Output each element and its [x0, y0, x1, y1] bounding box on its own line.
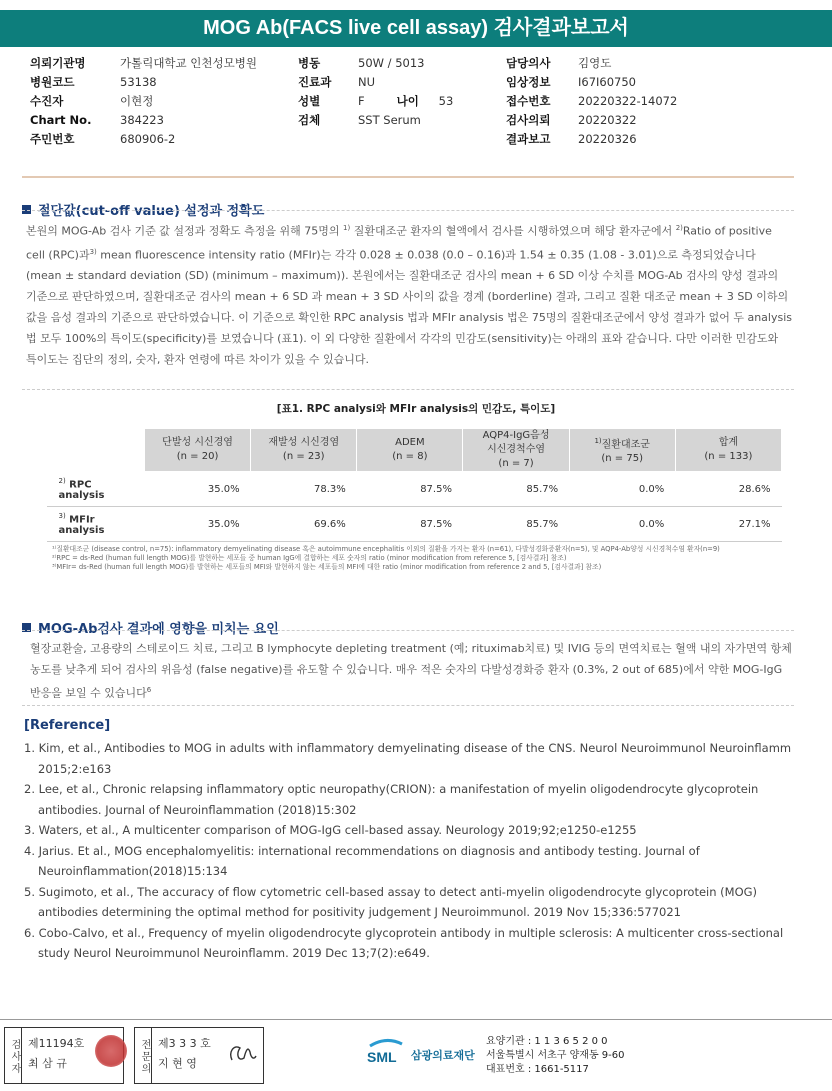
cutoff-paragraph	[22, 211, 794, 370]
header-line: 단발성 시신경염	[162, 437, 233, 448]
specialist-info	[152, 1028, 217, 1083]
section-box-cutoff	[22, 210, 794, 390]
table-cell: 27.1%	[675, 507, 781, 542]
reference-item: 3. Waters, et al., A multicenter comparison of MOG-IgG cell-based assay. Neurology 2019;92;e1250-e1255	[24, 823, 637, 837]
footnote-ref: 2)	[58, 476, 66, 485]
table-header-row	[47, 429, 782, 472]
reference-title: [Reference]	[24, 718, 111, 733]
field-value: 384223	[120, 113, 164, 127]
section-box-factors	[22, 630, 794, 706]
inspector-number: 제11194호	[28, 1037, 85, 1050]
field-value: 김영도	[578, 56, 612, 70]
para-text: mean fluorescence intensity ratio (MFIr)는 각각 0.028 ± 0.038 (0.0 – 0.16)과 1.54 ± 0.35 (1.08 - 3.01)으로 측정되었습니다 (mean ± standard deviation (SD) (minimum – maximum)). 본원에서는 질환대조군 검사의 mean + 6 SD 이상 수치를 MOG-Ab 검사의 양성 결과의 기준으로 판단하였으며, 질환대조군 검사의 mean + 6 SD 과 mean + 3 SD 사이의 값을 경계 (borderline) 결과, 그리고 질환 대조군 mean + 3 SD 이하의 값을 음성 결과의 기준으로 판단하였습니다. 이 기준으로 확인한 RPC analysis 법과 MFIr analysis 법은 75명의 질환대조군에서 양성 결과가 없어 두 analysis법 모두 100%의 특이도(specificity)를 보였습니다 (표1). 이 외 다양한 질환에서 각각의 민감도(sensitivity)는 아래의 표와 같습니다. 다만 이러한 민감도와 특이도는 집단의 정의, 숫자, 환자 연령에 따른 차이가 있을 수 있습니다.	[26, 248, 792, 367]
inspector-info	[22, 1028, 90, 1083]
reference-item: 4. Jarius. Et al., MOG encephalomyelitis: international recommendations on diagnosis and antibody testing. Journal of Neuroinflammation(2018)15:134	[24, 843, 700, 878]
para-text: Ratio of positive cell (RPC)과	[26, 224, 772, 262]
column-header	[463, 429, 569, 472]
footnote-ref: 2)	[675, 224, 683, 232]
field-label: 임상정보	[506, 75, 551, 89]
table-cell: 69.6%	[251, 507, 357, 542]
lab-phone: 대표번호 : 1661-5117	[486, 1064, 589, 1075]
specialist-label: 전문의	[135, 1028, 152, 1083]
header-line: (n = 7)	[498, 458, 534, 469]
header-column-3	[506, 54, 677, 149]
table-cell: 28.6%	[675, 472, 781, 507]
header-line: (n = 75)	[601, 453, 643, 465]
section-title-text: 절단값(cut-off value) 설정과 정확도	[38, 204, 265, 219]
reference-item: 1. Kim, et al., Antibodies to MOG in adults with inflammatory demyelinating disease of the CNS. Neurol Neuroimmunol Neuroinflamm 2015;2:e163	[24, 741, 792, 776]
header-line: AQP4-IgG음성	[482, 430, 550, 441]
header-line: 재발성 시신경염	[268, 437, 340, 448]
table-cell: 87.5%	[357, 507, 463, 542]
row-label	[47, 507, 145, 542]
field-value: 53138	[120, 75, 157, 89]
field-label: 담당의사	[506, 56, 551, 70]
row-label-text: MFIr analysis	[58, 514, 105, 537]
field-value: SST Serum	[358, 113, 421, 127]
table-cell: 87.5%	[357, 472, 463, 507]
field-value: 이현정	[120, 94, 154, 108]
sensitivity-table	[46, 428, 782, 542]
field-label: 검체	[298, 113, 321, 127]
field-value: NU	[358, 75, 376, 89]
sml-logo-text: SML	[367, 1049, 397, 1065]
field-label: 병원코드	[30, 75, 75, 89]
reference-item: study Neurol Neuroimmunol Neuroinflamm. 2019 Dec 13;7(2):e649.	[38, 946, 430, 960]
footnote-ref: 1)	[343, 224, 351, 232]
footnote-ref: 3)	[89, 247, 97, 256]
table-cell: 35.0%	[145, 472, 251, 507]
field-value: 680906-2	[120, 132, 176, 146]
table-row	[47, 472, 782, 507]
specialist-name: 지 현 영	[158, 1057, 197, 1070]
column-header	[569, 429, 675, 472]
field-label: 병동	[298, 56, 321, 70]
field-label: 성별	[298, 94, 321, 108]
field-label: 결과보고	[506, 132, 551, 146]
field-value: I67I60750	[578, 75, 636, 89]
field-value: 20220322-14072	[578, 94, 678, 108]
reference-list	[24, 738, 814, 964]
age-value: 53	[438, 94, 454, 108]
inspector-label: 검사자	[5, 1028, 22, 1083]
column-header	[251, 429, 357, 472]
field-value: 가톨릭대학교 인천성모병원	[120, 56, 257, 70]
reference-item: 6. Cobo-Calvo, et al., Frequency of myelin oligodendrocyte glycoprotein antibody in multiple sclerosis: A multicenter cross-sectional	[24, 925, 784, 940]
factors-paragraph	[22, 631, 794, 704]
field-label: Chart No.	[30, 113, 92, 127]
header-column-1	[30, 54, 257, 149]
footnote: ³⁾MFIr= ds-Red (human full length MOG)를 발현하는 세포들의 MFI와 발현하지 않는 세포들의 MFI에 대한 ratio (minor modification from reference 2 and 5, [검사결과] 참조)	[52, 563, 602, 571]
table-cell: 85.7%	[463, 472, 569, 507]
field-label: 의뢰기관명	[30, 56, 86, 70]
footnote: ²⁾RPC = ds-Red (human full length MOG)를 발현하는 세포들 중 human IgG에 결합하는 세포 숫자의 ratio (minor modification from reference 5, [검사결과] 참조)	[52, 554, 567, 562]
field-label: 주민번호	[30, 132, 75, 146]
field-value: 20220326	[578, 132, 637, 146]
footnote-ref: 1)	[594, 436, 602, 445]
header-line: 시신경척수염	[487, 444, 546, 455]
header-line: (n = 133)	[704, 451, 753, 462]
table-cell: 35.0%	[145, 507, 251, 542]
inspector-name: 최 삼 규	[28, 1057, 67, 1070]
table-footnotes	[52, 545, 792, 572]
sml-logo-icon	[366, 1034, 406, 1066]
table-cell: 0.0%	[569, 472, 675, 507]
table-cell: 0.0%	[569, 507, 675, 542]
specialist-number: 제3 3 3 호	[158, 1037, 211, 1050]
field-label: 진료과	[298, 75, 332, 89]
row-label-text: RPC analysis	[58, 479, 105, 502]
lab-name: 삼광의료재단	[411, 1049, 475, 1062]
age-label: 나이	[396, 94, 419, 108]
report-title: MOG Ab(FACS live cell assay) 검사결과보고서	[0, 10, 832, 47]
field-value: 50W / 5013	[358, 56, 425, 70]
lab-info	[486, 1035, 625, 1077]
reference-item: 2. Lee, et al., Chronic relapsing inflammatory optic neuropathy(CRION): a manifestation of myelin oligodendrocyte glycoprotein antibodies. Journal of Neuroinflammation (2018)15:302	[24, 782, 759, 817]
header-line: ADEM	[395, 437, 425, 448]
footnote-ref: 6	[146, 686, 152, 694]
field-label: 검사의뢰	[506, 113, 551, 127]
signature-icon	[224, 1038, 258, 1070]
header-column-2	[298, 54, 453, 130]
divider	[22, 176, 794, 178]
table-title: [표1. RPC analysi와 MFIr analysis의 민감도, 특이도]	[276, 403, 556, 415]
table-cell: 78.3%	[251, 472, 357, 507]
seal-stamp-icon	[95, 1035, 127, 1067]
para-text: 질환대조군 환자의 혈액에서 검사를 시행하였으며 해당 환자군에서	[350, 224, 676, 238]
header-line: (n = 20)	[176, 451, 219, 462]
lab-code: 요양기관 : 1 1 3 6 5 2 0 0	[486, 1036, 608, 1047]
header-line: (n = 8)	[392, 451, 428, 462]
row-label	[47, 472, 145, 507]
footnote: ¹⁾질환대조군 (disease control, n=75): inflammatory demyelinating disease 혹은 autoimmune encephalitis 이외의 질환을 가지는 환자 (n=61), 다발성경화증환자(n=5), 및 AQP4-Ab양성 시신경척수염 환자(n=9)	[52, 545, 720, 553]
header-blank	[47, 429, 145, 472]
para-text: 혈장교환술, 고용량의 스테로이드 치료, 그리고 B lymphocyte depleting treatment (예; rituximab치료) 및 IVIG 등의 면역치료는 혈액 내의 자가면역 항체 농도를 낮추게 되어 검사의 위음성 (false negative)를 유도할 수 있습니다. 매우 적은 숫자의 다발성경화증 환자 (0.3%, 2 out of 685)에서 약한 MOG-IgG 반응을 보일 수 있습니다	[30, 642, 792, 700]
header-line: 질환대조군	[601, 439, 650, 451]
field-value: F	[358, 94, 365, 108]
section-title-text: MOG-Ab검사 결과에 영향을 미치는 요인	[38, 622, 279, 637]
footnote-ref: 3)	[58, 511, 66, 520]
lab-address: 서울특별시 서초구 양재동 9-60	[486, 1050, 625, 1061]
field-label: 수진자	[30, 94, 64, 108]
header-line: 합계	[718, 437, 739, 448]
column-header	[675, 429, 781, 472]
column-header	[357, 429, 463, 472]
table-row	[47, 507, 782, 542]
field-label: 접수번호	[506, 94, 551, 108]
column-header	[145, 429, 251, 472]
reference-item: 5. Sugimoto, et al., The accuracy of flow cytometric cell-based assay to detect anti-myelin oligodendrocyte glycoprotein (MOG) antibodies determining the optimal method for positivity judgement J Neuroimmunol. 2019 Nov 15;336:577021	[24, 884, 758, 919]
table-cell: 85.7%	[463, 507, 569, 542]
field-value: 20220322	[578, 113, 637, 127]
para-text: 본원의 MOG-Ab 검사 기준 값 설정과 정확도 측정을 위해 75명의	[26, 224, 344, 238]
header-line: (n = 23)	[282, 451, 325, 462]
footer-divider	[0, 1019, 832, 1020]
